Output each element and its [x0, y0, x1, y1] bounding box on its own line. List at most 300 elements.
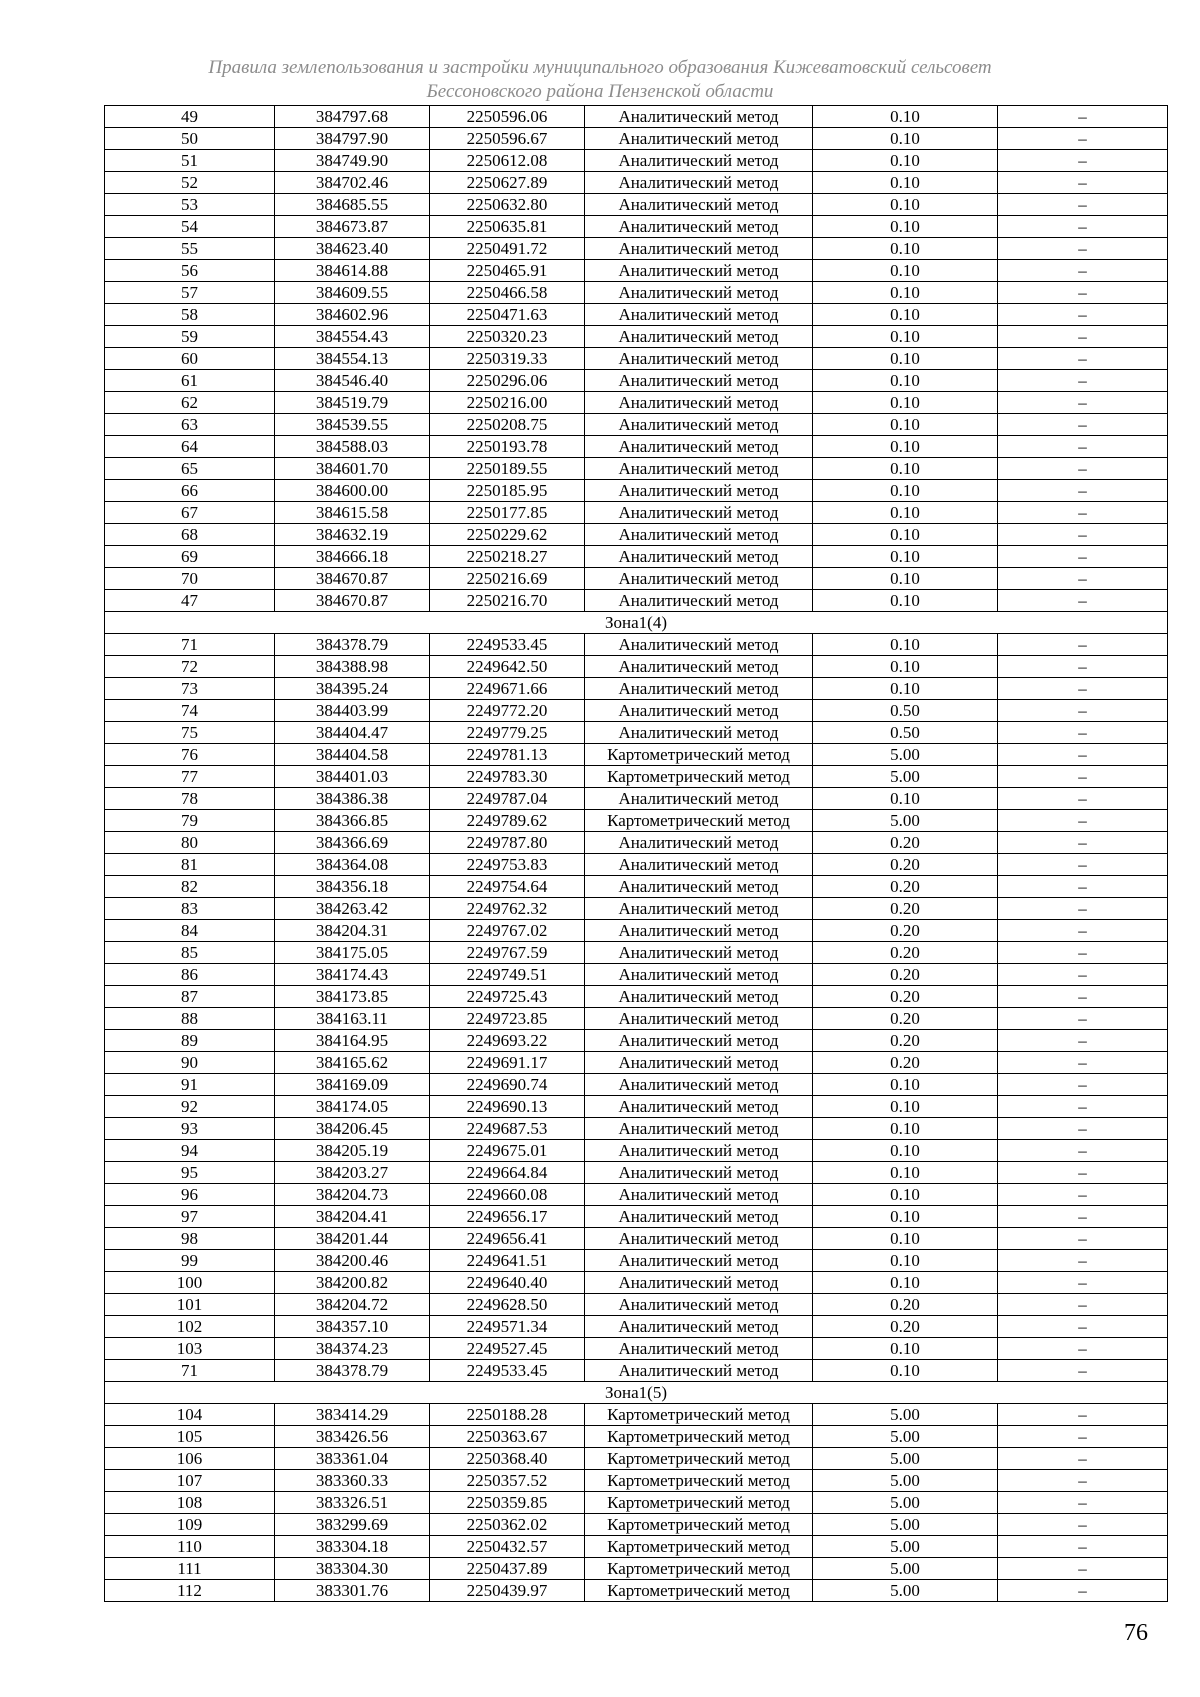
method-cell: Аналитический метод — [585, 832, 813, 854]
accuracy-cell: 0.10 — [813, 1206, 998, 1228]
table-row — [105, 194, 1168, 216]
y-coordinate-cell: 2249725.43 — [430, 986, 585, 1008]
y-coordinate-cell: 2249533.45 — [430, 1360, 585, 1382]
table-row — [105, 810, 1168, 832]
method-cell: Аналитический метод — [585, 656, 813, 678]
method-cell: Аналитический метод — [585, 260, 813, 282]
note-cell: – — [998, 700, 1168, 722]
y-coordinate-cell: 2250216.69 — [430, 568, 585, 590]
x-coordinate-cell: 384749.90 — [275, 150, 430, 172]
note-cell: – — [998, 1206, 1168, 1228]
point-number-cell: 82 — [105, 876, 275, 898]
y-coordinate-cell: 2249690.13 — [430, 1096, 585, 1118]
x-coordinate-cell: 384615.58 — [275, 502, 430, 524]
method-cell: Аналитический метод — [585, 1074, 813, 1096]
point-number-cell: 64 — [105, 436, 275, 458]
note-cell: – — [998, 194, 1168, 216]
coordinates-table — [104, 105, 1168, 1602]
table-row — [105, 854, 1168, 876]
accuracy-cell: 0.10 — [813, 568, 998, 590]
x-coordinate-cell: 384169.09 — [275, 1074, 430, 1096]
method-cell: Аналитический метод — [585, 150, 813, 172]
note-cell: – — [998, 1052, 1168, 1074]
table-row — [105, 128, 1168, 150]
point-number-cell: 61 — [105, 370, 275, 392]
y-coordinate-cell: 2249754.64 — [430, 876, 585, 898]
table-row — [105, 788, 1168, 810]
point-number-cell: 102 — [105, 1316, 275, 1338]
note-cell: – — [998, 370, 1168, 392]
x-coordinate-cell: 384366.69 — [275, 832, 430, 854]
method-cell: Аналитический метод — [585, 1360, 813, 1382]
accuracy-cell: 0.10 — [813, 634, 998, 656]
y-coordinate-cell: 2250218.27 — [430, 546, 585, 568]
accuracy-cell: 5.00 — [813, 1404, 998, 1426]
x-coordinate-cell: 384205.19 — [275, 1140, 430, 1162]
note-cell: – — [998, 1536, 1168, 1558]
point-number-cell: 101 — [105, 1294, 275, 1316]
point-number-cell: 111 — [105, 1558, 275, 1580]
y-coordinate-cell: 2250193.78 — [430, 436, 585, 458]
note-cell: – — [998, 986, 1168, 1008]
accuracy-cell: 0.20 — [813, 832, 998, 854]
x-coordinate-cell: 384174.05 — [275, 1096, 430, 1118]
table-row — [105, 502, 1168, 524]
y-coordinate-cell: 2250320.23 — [430, 326, 585, 348]
note-cell: – — [998, 1448, 1168, 1470]
table-row — [105, 1558, 1168, 1580]
note-cell: – — [998, 1426, 1168, 1448]
x-coordinate-cell: 384163.11 — [275, 1008, 430, 1030]
x-coordinate-cell: 384175.05 — [275, 942, 430, 964]
y-coordinate-cell: 2250632.80 — [430, 194, 585, 216]
method-cell: Картометрический метод — [585, 1580, 813, 1602]
accuracy-cell: 0.10 — [813, 1250, 998, 1272]
accuracy-cell: 0.50 — [813, 700, 998, 722]
x-coordinate-cell: 384554.13 — [275, 348, 430, 370]
x-coordinate-cell: 384164.95 — [275, 1030, 430, 1052]
x-coordinate-cell: 384588.03 — [275, 436, 430, 458]
table-row — [105, 1272, 1168, 1294]
x-coordinate-cell: 384263.42 — [275, 898, 430, 920]
header-line-1: Правила землепользования и застройки муниципального образования Кижеватовский сельсовет — [208, 57, 992, 78]
point-number-cell: 95 — [105, 1162, 275, 1184]
accuracy-cell: 0.10 — [813, 1074, 998, 1096]
note-cell: – — [998, 392, 1168, 414]
method-cell: Аналитический метод — [585, 1052, 813, 1074]
note-cell: – — [998, 1030, 1168, 1052]
x-coordinate-cell: 384204.72 — [275, 1294, 430, 1316]
x-coordinate-cell: 384632.19 — [275, 524, 430, 546]
y-coordinate-cell: 2249675.01 — [430, 1140, 585, 1162]
point-number-cell: 72 — [105, 656, 275, 678]
note-cell: – — [998, 282, 1168, 304]
point-number-cell: 54 — [105, 216, 275, 238]
x-coordinate-cell: 384206.45 — [275, 1118, 430, 1140]
accuracy-cell: 0.20 — [813, 1294, 998, 1316]
table-row — [105, 458, 1168, 480]
accuracy-cell: 0.10 — [813, 788, 998, 810]
note-cell: – — [998, 1140, 1168, 1162]
y-coordinate-cell: 2250471.63 — [430, 304, 585, 326]
zone-header-row — [105, 1382, 1168, 1404]
x-coordinate-cell: 384673.87 — [275, 216, 430, 238]
note-cell: – — [998, 414, 1168, 436]
method-cell: Аналитический метод — [585, 1140, 813, 1162]
method-cell: Картометрический метод — [585, 1448, 813, 1470]
accuracy-cell: 5.00 — [813, 1514, 998, 1536]
method-cell: Картометрический метод — [585, 1492, 813, 1514]
x-coordinate-cell: 384403.99 — [275, 700, 430, 722]
method-cell: Аналитический метод — [585, 392, 813, 414]
x-coordinate-cell: 384165.62 — [275, 1052, 430, 1074]
note-cell: – — [998, 524, 1168, 546]
note-cell: – — [998, 238, 1168, 260]
point-number-cell: 105 — [105, 1426, 275, 1448]
x-coordinate-cell: 383301.76 — [275, 1580, 430, 1602]
accuracy-cell: 0.10 — [813, 436, 998, 458]
x-coordinate-cell: 383326.51 — [275, 1492, 430, 1514]
x-coordinate-cell: 384204.73 — [275, 1184, 430, 1206]
method-cell: Картометрический метод — [585, 766, 813, 788]
point-number-cell: 77 — [105, 766, 275, 788]
point-number-cell: 57 — [105, 282, 275, 304]
method-cell: Аналитический метод — [585, 1162, 813, 1184]
point-number-cell: 56 — [105, 260, 275, 282]
table-row — [105, 172, 1168, 194]
point-number-cell: 83 — [105, 898, 275, 920]
note-cell: – — [998, 1294, 1168, 1316]
table-row — [105, 876, 1168, 898]
accuracy-cell: 0.10 — [813, 1096, 998, 1118]
coordinates-table-body — [105, 106, 1168, 1602]
y-coordinate-cell: 2250177.85 — [430, 502, 585, 524]
note-cell: – — [998, 260, 1168, 282]
note-cell: – — [998, 216, 1168, 238]
method-cell: Картометрический метод — [585, 1536, 813, 1558]
note-cell: – — [998, 568, 1168, 590]
accuracy-cell: 0.20 — [813, 1008, 998, 1030]
y-coordinate-cell: 2249753.83 — [430, 854, 585, 876]
method-cell: Аналитический метод — [585, 568, 813, 590]
x-coordinate-cell: 384374.23 — [275, 1338, 430, 1360]
point-number-cell: 84 — [105, 920, 275, 942]
table-row — [105, 1074, 1168, 1096]
table-row — [105, 106, 1168, 128]
method-cell: Аналитический метод — [585, 920, 813, 942]
y-coordinate-cell: 2249571.34 — [430, 1316, 585, 1338]
note-cell: – — [998, 150, 1168, 172]
note-cell: – — [998, 678, 1168, 700]
method-cell: Аналитический метод — [585, 524, 813, 546]
point-number-cell: 73 — [105, 678, 275, 700]
method-cell: Аналитический метод — [585, 788, 813, 810]
table-row — [105, 1096, 1168, 1118]
y-coordinate-cell: 2249691.17 — [430, 1052, 585, 1074]
accuracy-cell: 0.10 — [813, 326, 998, 348]
method-cell: Аналитический метод — [585, 700, 813, 722]
x-coordinate-cell: 384404.47 — [275, 722, 430, 744]
method-cell: Аналитический метод — [585, 590, 813, 612]
point-number-cell: 76 — [105, 744, 275, 766]
accuracy-cell: 0.10 — [813, 194, 998, 216]
x-coordinate-cell: 384364.08 — [275, 854, 430, 876]
point-number-cell: 63 — [105, 414, 275, 436]
note-cell: – — [998, 128, 1168, 150]
point-number-cell: 51 — [105, 150, 275, 172]
note-cell: – — [998, 1360, 1168, 1382]
table-row — [105, 1360, 1168, 1382]
accuracy-cell: 0.10 — [813, 524, 998, 546]
table-row — [105, 1536, 1168, 1558]
y-coordinate-cell: 2250491.72 — [430, 238, 585, 260]
x-coordinate-cell: 384539.55 — [275, 414, 430, 436]
accuracy-cell: 0.10 — [813, 590, 998, 612]
table-row — [105, 1580, 1168, 1602]
note-cell: – — [998, 964, 1168, 986]
note-cell: – — [998, 1008, 1168, 1030]
accuracy-cell: 0.10 — [813, 282, 998, 304]
y-coordinate-cell: 2249767.59 — [430, 942, 585, 964]
note-cell: – — [998, 106, 1168, 128]
x-coordinate-cell: 383360.33 — [275, 1470, 430, 1492]
note-cell: – — [998, 546, 1168, 568]
x-coordinate-cell: 384173.85 — [275, 986, 430, 1008]
accuracy-cell: 0.10 — [813, 1184, 998, 1206]
accuracy-cell: 0.10 — [813, 1360, 998, 1382]
note-cell: – — [998, 480, 1168, 502]
accuracy-cell: 0.10 — [813, 260, 998, 282]
note-cell: – — [998, 744, 1168, 766]
accuracy-cell: 5.00 — [813, 1492, 998, 1514]
table-row — [105, 1206, 1168, 1228]
table-row — [105, 656, 1168, 678]
y-coordinate-cell: 2250439.97 — [430, 1580, 585, 1602]
x-coordinate-cell: 384404.58 — [275, 744, 430, 766]
accuracy-cell: 0.20 — [813, 964, 998, 986]
point-number-cell: 93 — [105, 1118, 275, 1140]
point-number-cell: 55 — [105, 238, 275, 260]
table-row — [105, 1316, 1168, 1338]
x-coordinate-cell: 384357.10 — [275, 1316, 430, 1338]
accuracy-cell: 0.10 — [813, 238, 998, 260]
table-row — [105, 1470, 1168, 1492]
method-cell: Аналитический метод — [585, 1316, 813, 1338]
method-cell: Аналитический метод — [585, 722, 813, 744]
x-coordinate-cell: 383414.29 — [275, 1404, 430, 1426]
method-cell: Аналитический метод — [585, 1206, 813, 1228]
accuracy-cell: 0.10 — [813, 370, 998, 392]
method-cell: Аналитический метод — [585, 1030, 813, 1052]
accuracy-cell: 0.20 — [813, 876, 998, 898]
point-number-cell: 67 — [105, 502, 275, 524]
header-line-2: Бессоновского района Пензенской области — [426, 81, 774, 102]
x-coordinate-cell: 384201.44 — [275, 1228, 430, 1250]
note-cell: – — [998, 876, 1168, 898]
table-row — [105, 480, 1168, 502]
point-number-cell: 74 — [105, 700, 275, 722]
note-cell: – — [998, 1184, 1168, 1206]
y-coordinate-cell: 2250189.55 — [430, 458, 585, 480]
point-number-cell: 89 — [105, 1030, 275, 1052]
accuracy-cell: 0.20 — [813, 942, 998, 964]
x-coordinate-cell: 384609.55 — [275, 282, 430, 304]
method-cell: Аналитический метод — [585, 898, 813, 920]
point-number-cell: 109 — [105, 1514, 275, 1536]
y-coordinate-cell: 2250359.85 — [430, 1492, 585, 1514]
table-row — [105, 744, 1168, 766]
accuracy-cell: 0.10 — [813, 216, 998, 238]
note-cell: – — [998, 1250, 1168, 1272]
y-coordinate-cell: 2249660.08 — [430, 1184, 585, 1206]
accuracy-cell: 0.10 — [813, 128, 998, 150]
page-header — [100, 56, 1100, 104]
note-cell: – — [998, 1316, 1168, 1338]
accuracy-cell: 0.10 — [813, 458, 998, 480]
point-number-cell: 68 — [105, 524, 275, 546]
table-row — [105, 282, 1168, 304]
y-coordinate-cell: 2249628.50 — [430, 1294, 585, 1316]
method-cell: Аналитический метод — [585, 436, 813, 458]
method-cell: Аналитический метод — [585, 458, 813, 480]
accuracy-cell: 0.10 — [813, 106, 998, 128]
accuracy-cell: 0.10 — [813, 414, 998, 436]
point-number-cell: 78 — [105, 788, 275, 810]
zone-label: Зона1(5) — [105, 1382, 1168, 1404]
y-coordinate-cell: 2249783.30 — [430, 766, 585, 788]
accuracy-cell: 0.20 — [813, 898, 998, 920]
table-row — [105, 348, 1168, 370]
table-row — [105, 964, 1168, 986]
point-number-cell: 94 — [105, 1140, 275, 1162]
table-row — [105, 370, 1168, 392]
y-coordinate-cell: 2250363.67 — [430, 1426, 585, 1448]
table-row — [105, 678, 1168, 700]
point-number-cell: 90 — [105, 1052, 275, 1074]
point-number-cell: 65 — [105, 458, 275, 480]
note-cell: – — [998, 1492, 1168, 1514]
x-coordinate-cell: 384200.46 — [275, 1250, 430, 1272]
note-cell: – — [998, 502, 1168, 524]
table-row — [105, 634, 1168, 656]
table-row — [105, 568, 1168, 590]
y-coordinate-cell: 2250216.00 — [430, 392, 585, 414]
x-coordinate-cell: 384401.03 — [275, 766, 430, 788]
accuracy-cell: 0.20 — [813, 1316, 998, 1338]
accuracy-cell: 0.10 — [813, 656, 998, 678]
method-cell: Аналитический метод — [585, 502, 813, 524]
y-coordinate-cell: 2249527.45 — [430, 1338, 585, 1360]
note-cell: – — [998, 788, 1168, 810]
x-coordinate-cell: 384797.68 — [275, 106, 430, 128]
y-coordinate-cell: 2249642.50 — [430, 656, 585, 678]
y-coordinate-cell: 2249767.02 — [430, 920, 585, 942]
x-coordinate-cell: 384670.87 — [275, 590, 430, 612]
x-coordinate-cell: 384623.40 — [275, 238, 430, 260]
point-number-cell: 81 — [105, 854, 275, 876]
table-row — [105, 700, 1168, 722]
x-coordinate-cell: 384670.87 — [275, 568, 430, 590]
note-cell: – — [998, 304, 1168, 326]
page-number: 76 — [1124, 1620, 1148, 1646]
table-row — [105, 1294, 1168, 1316]
note-cell: – — [998, 1272, 1168, 1294]
x-coordinate-cell: 383304.18 — [275, 1536, 430, 1558]
y-coordinate-cell: 2250229.62 — [430, 524, 585, 546]
point-number-cell: 110 — [105, 1536, 275, 1558]
y-coordinate-cell: 2250635.81 — [430, 216, 585, 238]
table-row — [105, 216, 1168, 238]
method-cell: Аналитический метод — [585, 1118, 813, 1140]
x-coordinate-cell: 384685.55 — [275, 194, 430, 216]
y-coordinate-cell: 2250596.06 — [430, 106, 585, 128]
y-coordinate-cell: 2250216.70 — [430, 590, 585, 612]
table-row — [105, 832, 1168, 854]
accuracy-cell: 0.10 — [813, 678, 998, 700]
note-cell: – — [998, 898, 1168, 920]
note-cell: – — [998, 656, 1168, 678]
note-cell: – — [998, 854, 1168, 876]
point-number-cell: 47 — [105, 590, 275, 612]
note-cell: – — [998, 1228, 1168, 1250]
x-coordinate-cell: 384600.00 — [275, 480, 430, 502]
x-coordinate-cell: 384614.88 — [275, 260, 430, 282]
method-cell: Аналитический метод — [585, 1294, 813, 1316]
accuracy-cell: 0.20 — [813, 854, 998, 876]
method-cell: Аналитический метод — [585, 1096, 813, 1118]
method-cell: Аналитический метод — [585, 1228, 813, 1250]
method-cell: Аналитический метод — [585, 370, 813, 392]
x-coordinate-cell: 384204.31 — [275, 920, 430, 942]
point-number-cell: 86 — [105, 964, 275, 986]
point-number-cell: 49 — [105, 106, 275, 128]
method-cell: Картометрический метод — [585, 1558, 813, 1580]
x-coordinate-cell: 384378.79 — [275, 1360, 430, 1382]
x-coordinate-cell: 384200.82 — [275, 1272, 430, 1294]
accuracy-cell: 5.00 — [813, 1580, 998, 1602]
method-cell: Аналитический метод — [585, 1184, 813, 1206]
y-coordinate-cell: 2249772.20 — [430, 700, 585, 722]
method-cell: Аналитический метод — [585, 986, 813, 1008]
note-cell: – — [998, 832, 1168, 854]
table-row — [105, 150, 1168, 172]
method-cell: Аналитический метод — [585, 282, 813, 304]
note-cell: – — [998, 1338, 1168, 1360]
table-row — [105, 1030, 1168, 1052]
method-cell: Картометрический метод — [585, 810, 813, 832]
y-coordinate-cell: 2250368.40 — [430, 1448, 585, 1470]
y-coordinate-cell: 2250437.89 — [430, 1558, 585, 1580]
accuracy-cell: 0.10 — [813, 1272, 998, 1294]
accuracy-cell: 0.10 — [813, 172, 998, 194]
table-row — [105, 524, 1168, 546]
accuracy-cell: 0.10 — [813, 1228, 998, 1250]
note-cell: – — [998, 1074, 1168, 1096]
table-row — [105, 1118, 1168, 1140]
y-coordinate-cell: 2250319.33 — [430, 348, 585, 370]
table-row — [105, 920, 1168, 942]
x-coordinate-cell: 383299.69 — [275, 1514, 430, 1536]
y-coordinate-cell: 2250362.02 — [430, 1514, 585, 1536]
accuracy-cell: 0.20 — [813, 1030, 998, 1052]
table-row — [105, 590, 1168, 612]
method-cell: Картометрический метод — [585, 1426, 813, 1448]
point-number-cell: 88 — [105, 1008, 275, 1030]
note-cell: – — [998, 722, 1168, 744]
method-cell: Аналитический метод — [585, 216, 813, 238]
point-number-cell: 104 — [105, 1404, 275, 1426]
accuracy-cell: 0.10 — [813, 480, 998, 502]
